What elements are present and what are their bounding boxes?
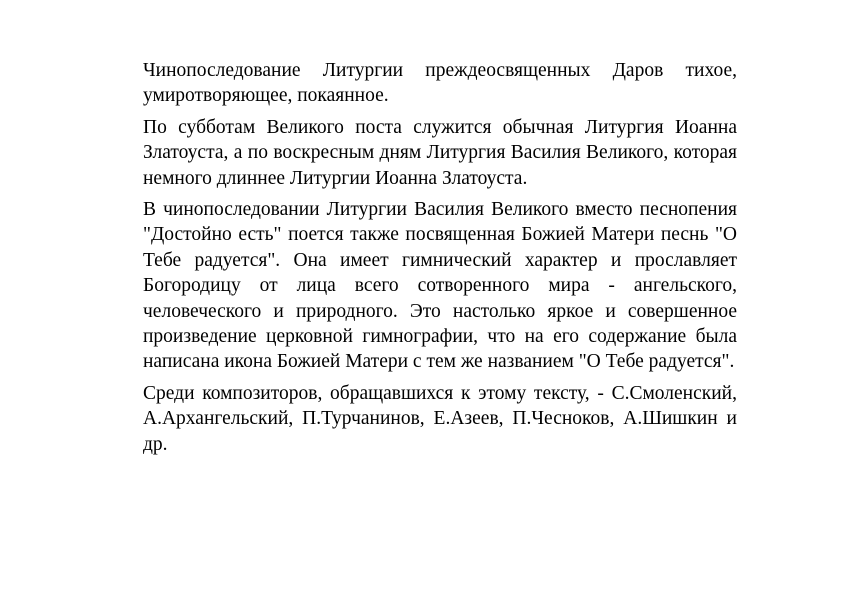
paragraph-intro: Чинопоследование Литургии преждеосвященных Даров тихое, умиротворяющее, покаянное. <box>143 60 737 107</box>
paragraph-basil-liturgy: В чинопоследовании Литургии Василия Великого вместо песнопения "Достойно есть" поется также посвященная Божией Матери песнь "О Тебе радуется". Она имеет гимнический характер и прославляет Богородицу от лица всего сотворенного мира - ангельского, человеческого и природного. Это настолько яркое и совершенное произведение церковной гимнографии, что на его содержание была написана икона Божией Матери с тем же названием "О Тебе радуется". <box>143 199 737 373</box>
document-page <box>143 58 737 463</box>
paragraph-lent-saturdays: По субботам Великого поста служится обычная Литургия Иоанна Златоуста, а по воскресным дням Литургия Василия Великого, которая немного длиннее Литургии Иоанна Златоуста. <box>143 116 737 189</box>
paragraph-composers: Среди композиторов, обращавшихся к этому тексту, - С.Смоленский, А.Архангельский, П.Турчанинов, Е.Азеев, П.Чесноков, А.Шишкин и др. <box>143 382 737 455</box>
